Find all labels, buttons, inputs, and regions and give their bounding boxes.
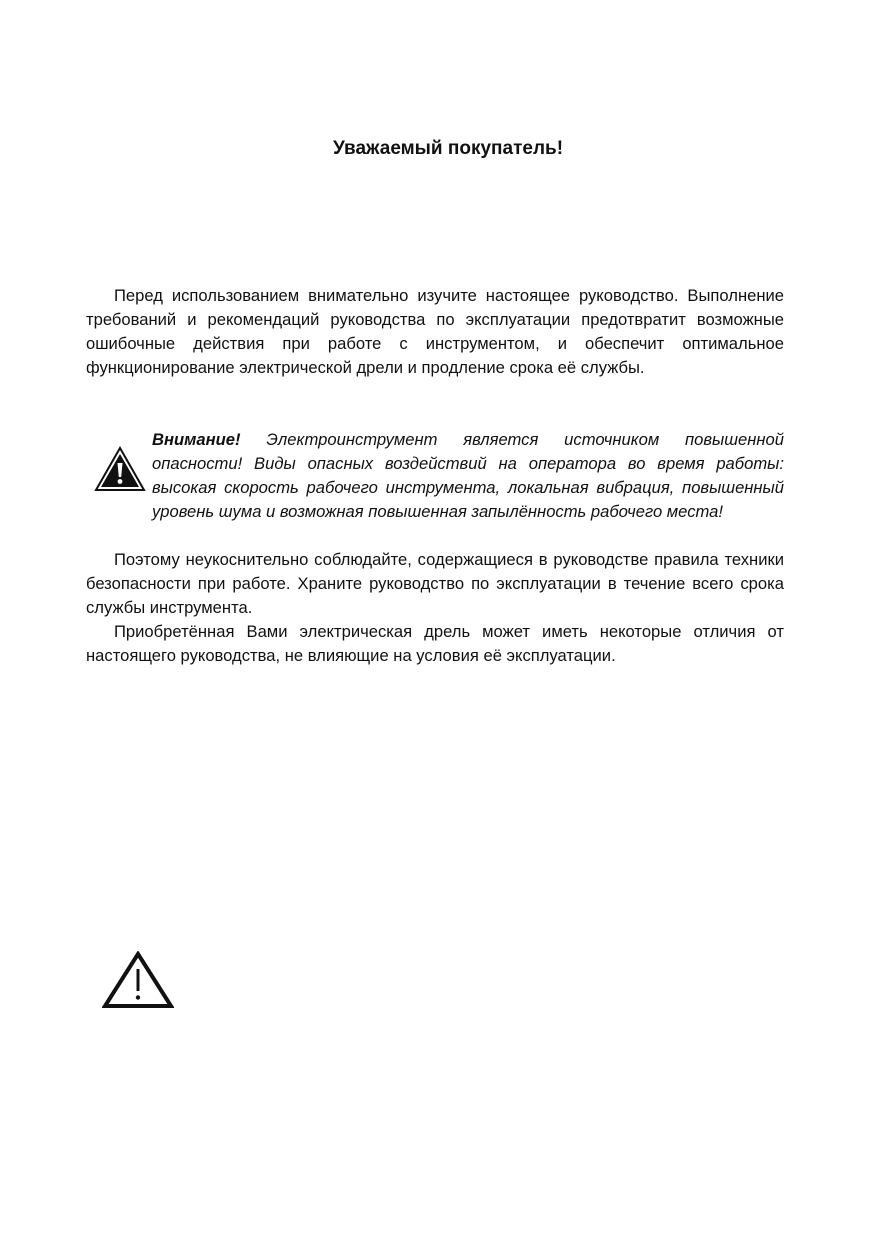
warning-lead: Внимание!: [152, 430, 241, 449]
intro-paragraph: Перед использованием внимательно изучите настоящее руководство. Выполнение требований и рекомендаций руководства по эксплуатации предотвратит возможные ошибочные действия при работе с инструментом, и обеспечит оптимальное функционирование электрической дрели и продление срока её службы.: [86, 286, 784, 377]
differences-paragraph: Приобретённая Вами электрическая дрель может иметь некоторые отличия от настоящего руководства, не влияющие на условия её эксплуатации.: [86, 622, 784, 665]
page-title: Уважаемый покупатель!: [332, 138, 564, 159]
safety-rules-paragraph: Поэтому неукоснительно соблюдайте, содержащиеся в руководстве правила техники безопасности при работе. Храните руководство по эксплуатации в течение всего срока службы инструмента.: [86, 550, 784, 617]
warning-triangle-icon: [94, 446, 146, 492]
warning-body: Электроинструмент является источником повышенной опасности! Виды опасных воздействий на оператора во время работы: высокая скорость рабочего инструмента, локальная вибрация, повышенный уровень шума и возможная повышенная запылённость рабочего места!: [152, 430, 784, 521]
warning-triangle-outline-icon: [102, 951, 174, 1009]
warning-block: [94, 428, 784, 524]
warning-text: [152, 428, 784, 524]
